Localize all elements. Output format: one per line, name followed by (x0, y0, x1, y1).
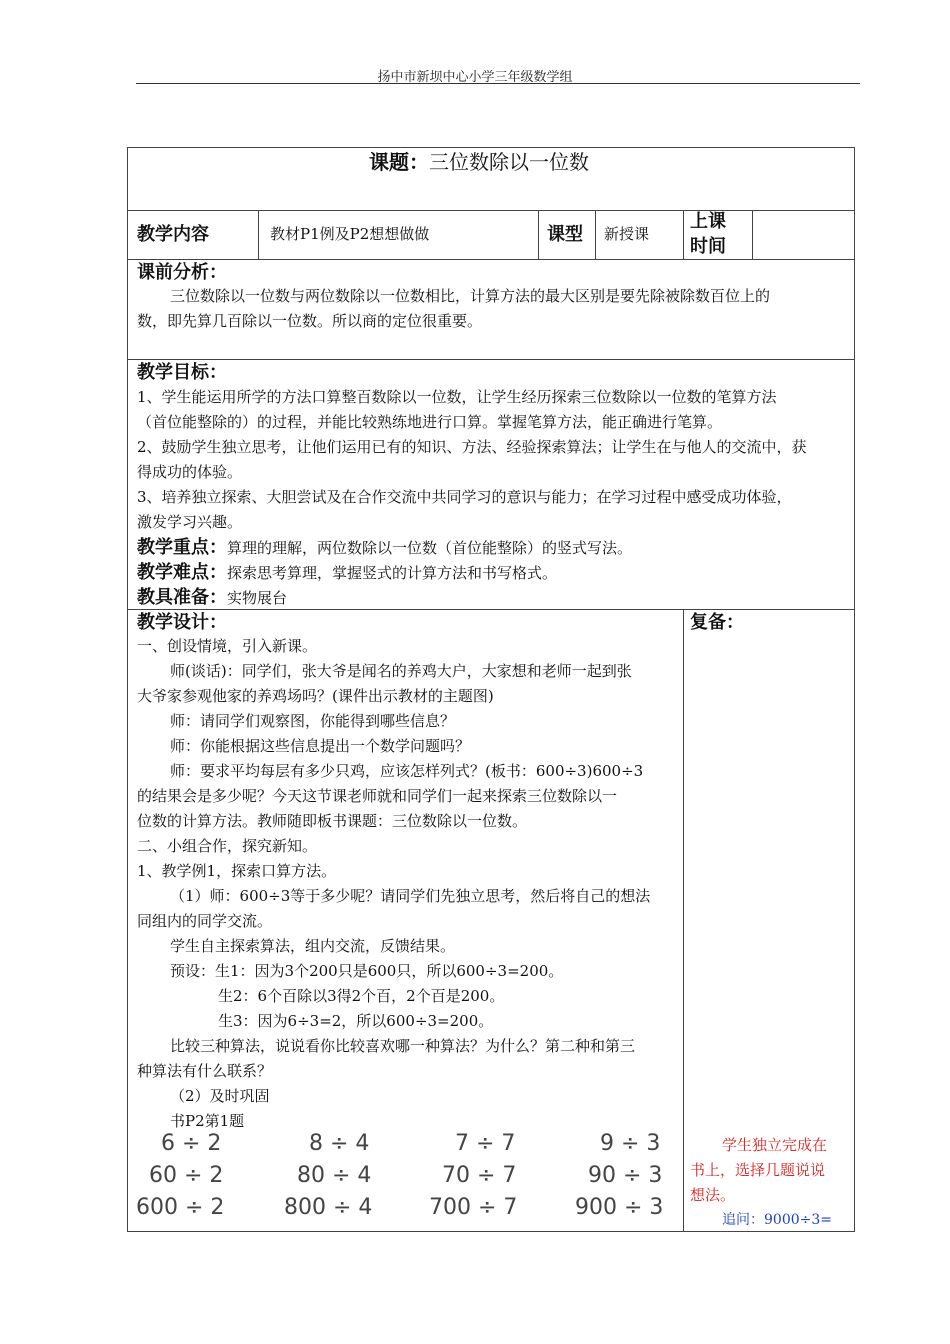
analysis-heading: 课前分析： (137, 262, 227, 283)
exercise-item: 9 ÷ 3 (600, 1131, 661, 1156)
difficulty-text: 探索思考算理，掌握竖式的计算方法和书写格式。 (227, 564, 558, 582)
analysis-line: 数，即先算几百除以一位数。所以商的定位很重要。 (137, 312, 483, 330)
design-line: （1）师：600÷3等于多少呢？请同学们先独立思考，然后将自己的想法 (170, 887, 651, 905)
design-line: 比较三种算法，说说看你比较喜欢哪一种算法？为什么？第二种和第三 (170, 1037, 636, 1055)
content-label: 教学内容 (137, 224, 209, 245)
title-label: 课题： (369, 150, 429, 174)
col-divider (752, 210, 753, 259)
col-divider (538, 210, 539, 259)
design-line: 预设：生1：因为3个200只是600只，所以600÷3=200。 (170, 962, 564, 980)
tools-label: 教具准备： (137, 587, 227, 608)
exercise-item: 7 ÷ 7 (455, 1131, 516, 1156)
design-line: 师：要求平均每层有多少只鸡，应该怎样列式？(板书：600÷3)600÷3 (170, 762, 644, 780)
review-heading: 复备： (690, 612, 744, 633)
col-divider (595, 210, 596, 259)
design-line: 生2：6个百除以3得2个百，2个百是200。 (218, 987, 505, 1005)
review-note-line: 学生独立完成在 (722, 1136, 828, 1154)
design-line: 同组内的同学交流。 (137, 912, 273, 930)
row-divider (127, 359, 855, 360)
difficulty-label: 教学难点： (137, 562, 227, 583)
goal-line: 1、学生能运用所学的方法口算整百数除以一位数，让学生经历探索三位数除以一位数的笔算方法 (137, 388, 777, 406)
review-note-line: 想法。 (690, 1186, 736, 1204)
design-line: 师(谈话)：同学们，张大爷是闻名的养鸡大户，大家想和老师一起到张 (170, 662, 632, 680)
exercise-item: 70 ÷ 7 (442, 1163, 517, 1188)
title-text: 三位数除以一位数 (429, 150, 589, 174)
content-value: 教材P1例及P2想想做做 (270, 225, 430, 243)
exercise-item: 6 ÷ 2 (161, 1131, 222, 1156)
design-line: 生3：因为6÷3=2，所以600÷3=200。 (218, 1012, 494, 1030)
key-text: 算理的理解，两位数除以一位数（首位能整除）的竖式写法。 (227, 539, 633, 557)
design-line: 位数的计算方法。教师随即板书课题：三位数除以一位数。 (137, 812, 528, 830)
teaching-tools (137, 585, 287, 611)
exercise-item: 60 ÷ 2 (149, 1163, 224, 1188)
design-line: 种算法有什么联系？ (137, 1062, 273, 1080)
time-label-1: 上课 (690, 211, 726, 232)
goals-heading: 教学目标： (137, 362, 227, 383)
goal-line: 得成功的体验。 (137, 463, 243, 481)
goal-line: 3、培养独立探索、大胆尝试及在合作交流中共同学习的意识与能力；在学习过程中感受成功体验， (137, 488, 792, 506)
design-line: 师：你能根据这些信息提出一个数学问题吗？ (170, 737, 471, 755)
col-divider (683, 609, 684, 1232)
review-note-line: 书上，选择几题说说 (690, 1161, 826, 1179)
review-followup: 追问：9000÷3= (722, 1212, 832, 1228)
lesson-title (369, 148, 589, 176)
time-label-2: 时间 (690, 236, 726, 257)
design-line: 大爷家参观他家的养鸡场吗？(课件出示教材的主题图) (137, 687, 494, 705)
exercise-item: 80 ÷ 4 (297, 1163, 372, 1188)
type-value: 新授课 (604, 225, 650, 243)
design-line: 一、创设情境，引入新课。 (137, 637, 318, 655)
exercise-item: 8 ÷ 4 (309, 1131, 370, 1156)
design-line: 书P2第1题 (170, 1112, 245, 1130)
exercise-item: 700 ÷ 7 (429, 1195, 518, 1220)
design-line: 1、教学例1，探索口算方法。 (137, 862, 337, 880)
difficulties (137, 560, 557, 586)
exercise-item: 900 ÷ 3 (575, 1195, 664, 1220)
key-label: 教学重点： (137, 537, 227, 558)
col-divider (258, 210, 259, 259)
design-heading: 教学设计： (137, 612, 227, 633)
goal-line: 2、鼓励学生独立思考，让他们运用已有的知识、方法、经验探索算法；让学生在与他人的交流中，获 (137, 438, 807, 456)
exercise-item: 600 ÷ 2 (136, 1195, 225, 1220)
row-divider (127, 210, 855, 211)
design-line: （2）及时巩固 (170, 1087, 270, 1105)
goal-line: （首位能整除的）的过程，并能比较熟练地进行口算。掌握笔算方法，能正确进行笔算。 (137, 413, 723, 431)
exercise-item: 90 ÷ 3 (588, 1163, 663, 1188)
key-points (137, 535, 632, 561)
header-rule (136, 83, 860, 84)
goal-line: 激发学习兴趣。 (137, 513, 243, 531)
design-line: 二、小组合作，探究新知。 (137, 837, 318, 855)
design-line: 的结果会是多少呢？今天这节课老师就和同学们一起来探索三位数除以一 (137, 787, 618, 805)
type-label: 课型 (547, 224, 583, 245)
page-header: 扬中市新坝中心小学三年级数学组 (377, 70, 573, 85)
analysis-line: 三位数除以一位数与两位数除以一位数相比，计算方法的最大区别是要先除被除数百位上的 (170, 287, 771, 305)
tools-text: 实物展台 (227, 589, 288, 607)
col-divider (683, 210, 684, 259)
row-divider (127, 259, 855, 260)
design-line: 学生自主探索算法，组内交流，反馈结果。 (170, 937, 456, 955)
design-line: 师：请同学们观察图，你能得到哪些信息？ (170, 712, 456, 730)
exercise-item: 800 ÷ 4 (284, 1195, 373, 1220)
